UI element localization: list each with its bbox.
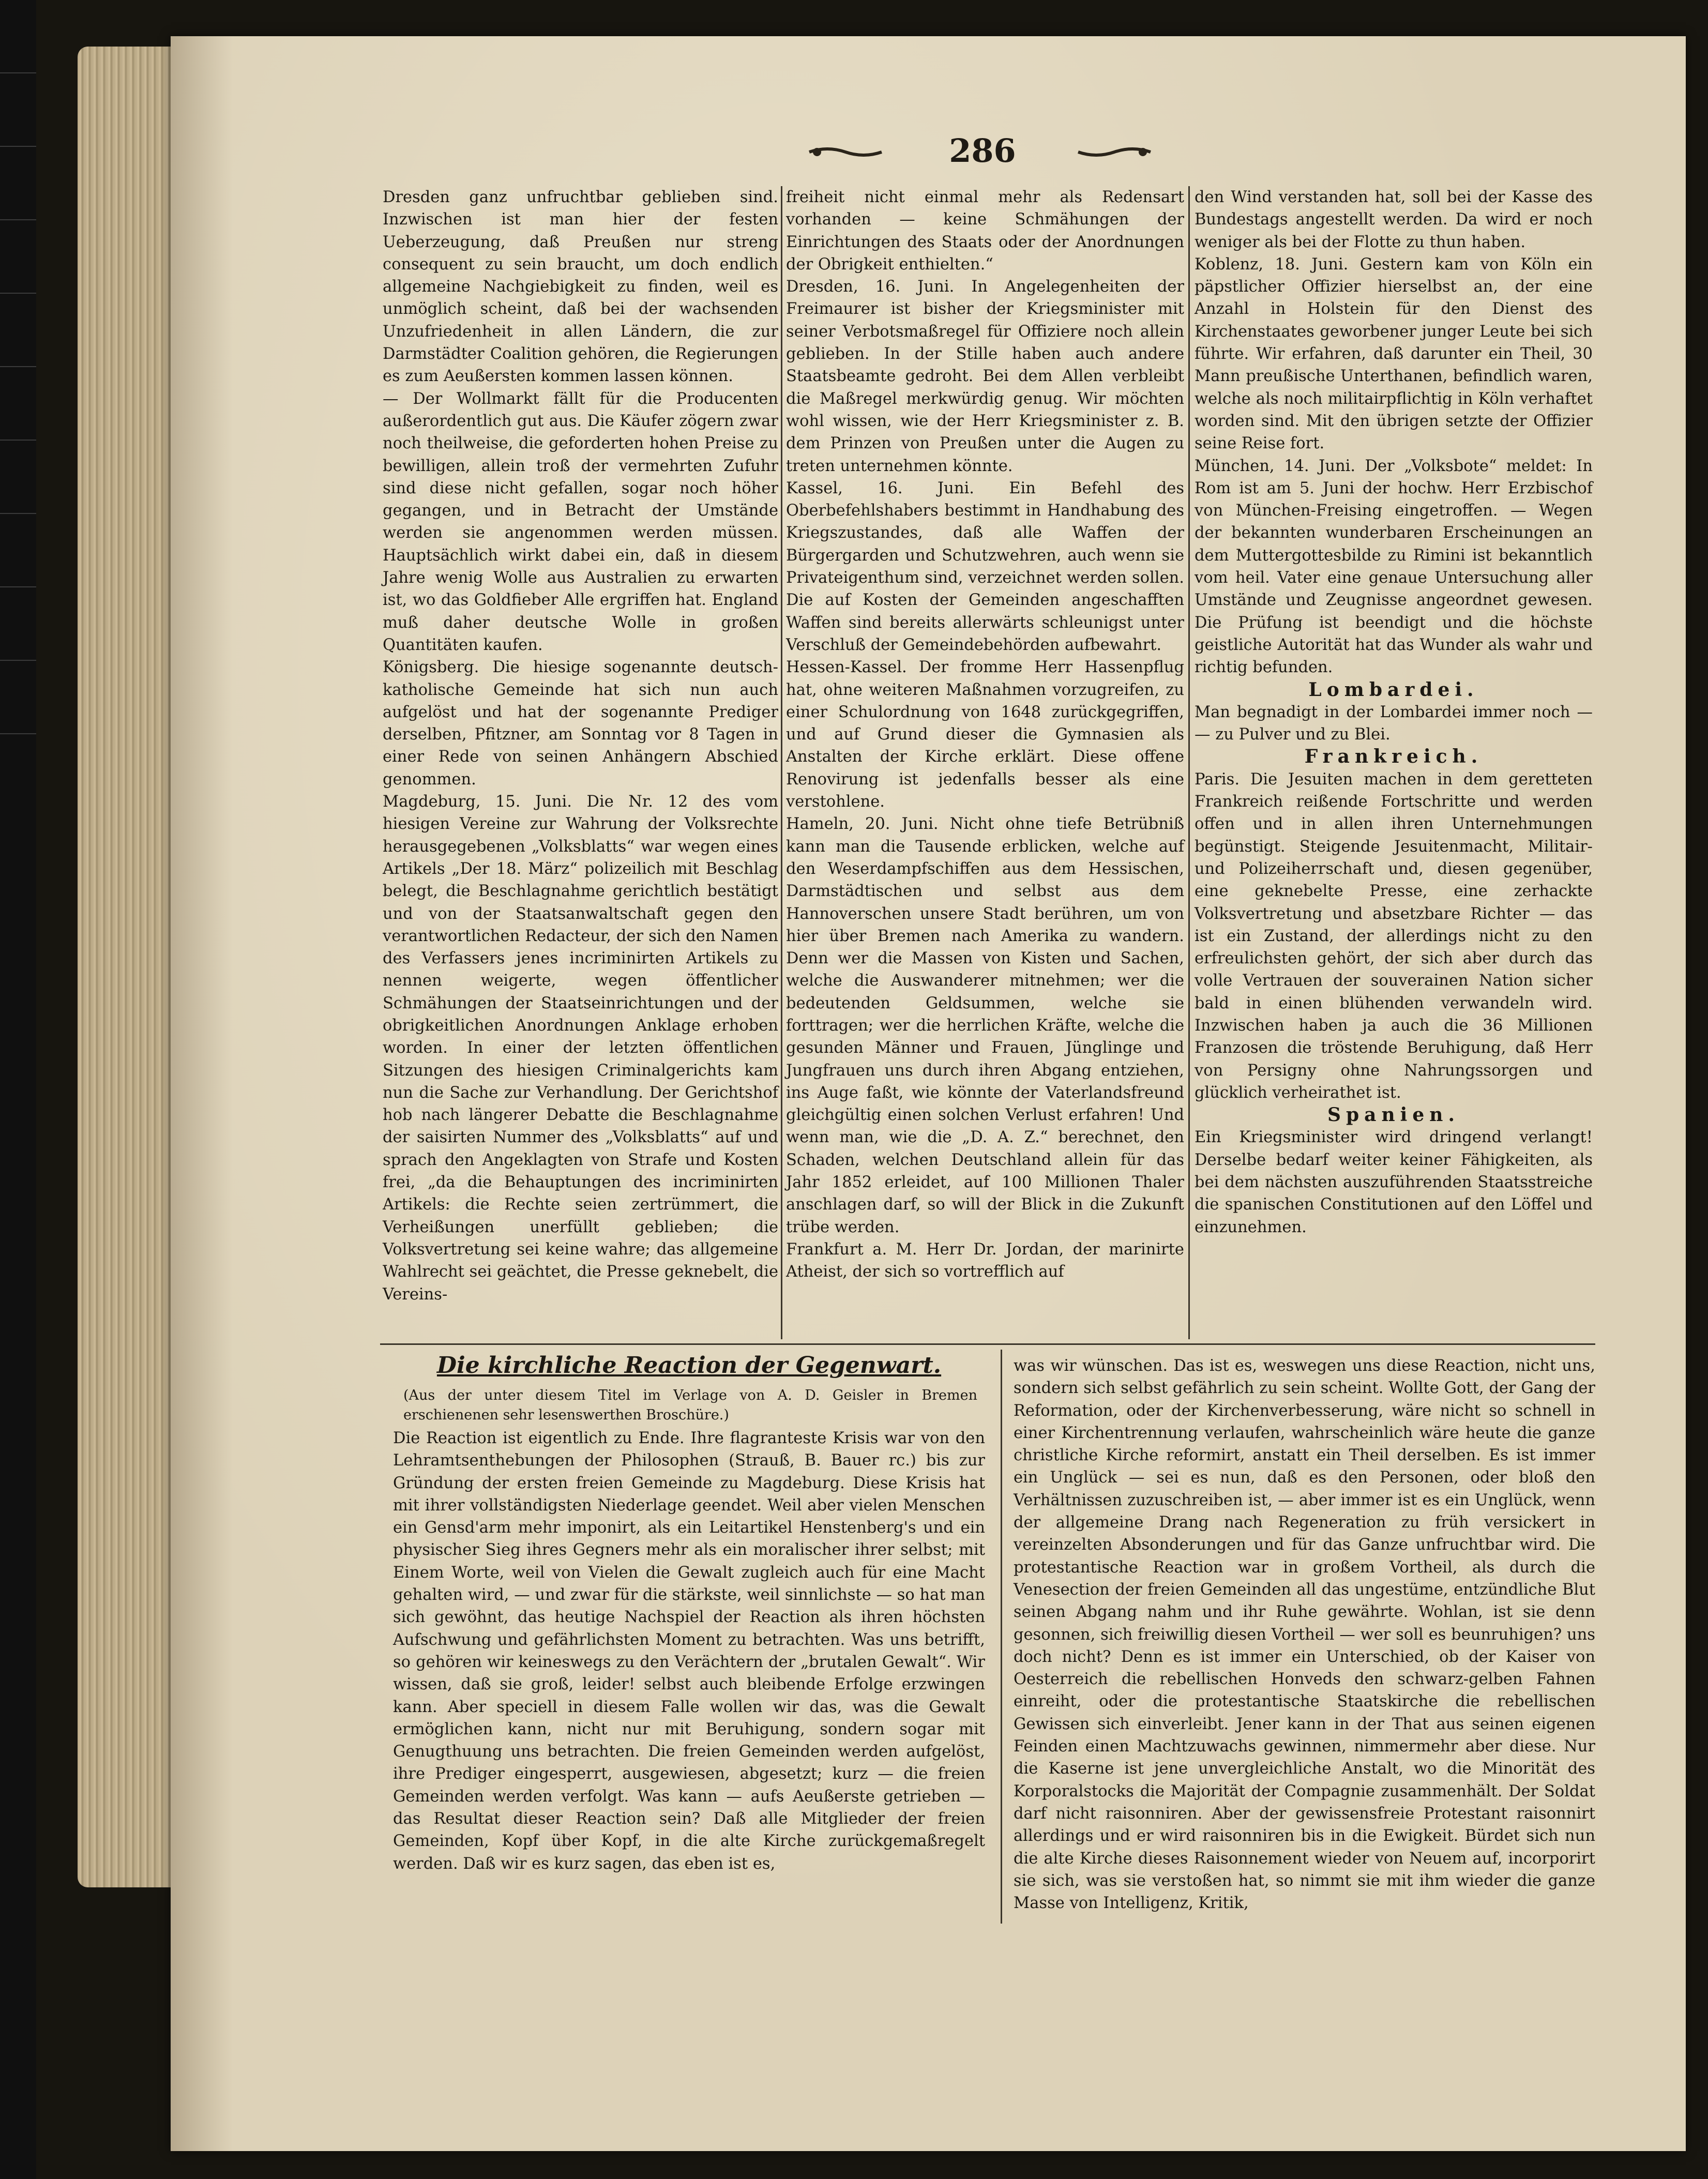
article-column-left	[393, 1427, 985, 1875]
paragraph: Koblenz, 18. Juni. Gestern kam von Köln ein päpstlicher Offizier hierselbst an, der eine Anzahl in Holstein für den Dienst des Kirchenstaates geworbener junger Leute bei sich führte. Wir erfahren, daß darunter ein Theil, 30 Mann preußische Unterthanen, befindlich waren, welche als noch militairpflichtig in Köln verhaftet worden sind. Mit den übrigen setzte der Offizier seine Reise fort.	[1195, 255, 1593, 453]
paragraph: Hameln, 20. Juni. Nicht ohne tiefe Betrübniß kann man die Tausende erblicken, welche auf den Weserdampfschiffen aus dem Hessischen, Darmstädtischen und selbst aus dem Hannoverschen unsere Stadt berühren, um von hier über Bremen nach Amerika zu wandern. Denn wer die Massen von Kisten und Sachen, welche die Auswanderer mitnehmen; wer die bedeutenden Geldsummen, welche sie forttragen; wer die herrlichen Kräfte, welche die gesunden Männer und Frauen, Jünglinge und Jungfrauen uns durch ihren Abgang entziehen, ins Auge faßt, wie könnte der Vaterlandsfreund gleichgültig einen solchen Verlust erfahren! Und wenn man, wie die „D. A. Z.“ berechnet, den Schaden, welchen Deutschland allein für das Jahr 1852 erleidet, auf 100 Millionen Thaler anschlagen darf, so will der Blick in die Zukunft trübe werden.	[786, 815, 1184, 1236]
section-rule	[380, 1343, 1595, 1345]
paragraph: Man begnadigt in der Lombardei immer noch — — zu Pulver und zu Blei.	[1195, 703, 1593, 744]
column-rule-1	[781, 186, 782, 1339]
article-title: Die kirchliche Reaction der Gegenwart.	[436, 1352, 942, 1379]
column-3	[1195, 186, 1593, 1238]
paragraph: Dresden, 16. Juni. In Angelegenheiten der Freimaurer ist bisher der Kriegsminister mit seiner Verbotsmaßregel für Offiziere noch allein geblieben. In der Stille haben auch andere Staatsbeamte gedroht. Bei dem Allen verbleibt die Maßregel merkwürdig genug. Wir möchten wohl wissen, wie der Herr Kriegsminister z. B. dem Prinzen von Preußen unter die Augen zu treten unternehmen könnte.	[786, 278, 1184, 475]
paragraph: Hessen-Kassel. Der fromme Herr Hassenpflug hat, ohne weiteren Maßnahmen vorzugreifen, zu einer Schulordnung von 1648 zurückgegriffen, und auf Grund dieser die Gymnasien als Anstalten der Kirche erklärt. Diese offene Renovirung ist jedenfalls besser als eine verstohlene.	[786, 658, 1184, 811]
color-calibration-strip	[0, 0, 36, 2179]
paragraph: Magdeburg, 15. Juni. Die Nr. 12 des vom hiesigen Vereine zur Wahrung der Volksrechte herausgegebenen „Volksblatts“ war wegen eines Artikels „Der 18. März“ polizeilich mit Beschlag belegt, die Beschlagnahme gerichtlich bestätigt und von der Staatsanwaltschaft gegen den verantwortlichen Redacteur, der sich den Namen des Verfassers jenes incriminirten Artikels zu nennen weigerte, wegen öffentlicher Schmähungen der Staatseinrichtungen und der obrigkeitlichen Anordnungen Anklage erhoben worden. In einer der letzten öffentlichen Sitzungen des hiesigen Criminalgerichts kam nun die Sache zur Verhandlung. Der Gerichtshof hob nach längerer Debatte die Beschlagnahme der saisirten Nummer des „Volksblatts“ auf und sprach den Angeklagten von Strafe und Kosten frei, „da die Behauptungen des incriminirten Artikels: die Rechte seien zertrümmert, die Verheißungen unerfüllt geblieben; die Volksvertretung sei keine wahre; das allgemeine Wahlrecht sei geächtet, die Presse geknebelt, die Vereins-	[383, 793, 778, 1304]
paragraph: — Der Wollmarkt fällt für die Producenten außerordentlich gut aus. Die Käufer zögern zwar noch theilweise, die geforderten hohen Preise zu bewilligen, allein troß der vermehrten Zufuhr sind diese nicht gefallen, sogar noch höher gegangen, und in Betracht der Umstände werden sie angenommen werden müssen. Hauptsächlich wirkt dabei ein, daß in diesem Jahre wenig Wolle aus Australien zu erwarten ist, wo das Goldfieber Alle ergriffen hat. England muß daher deutsche Wolle in großen Quantitäten kaufen.	[383, 389, 778, 654]
paragraph: Die Reaction ist eigentlich zu Ende. Ihre flagranteste Krisis war von den Lehramtsenthebungen der Philosophen (Strauß, B. Bauer rc.) bis zur Gründung der ersten freien Gemeinde zu Magdeburg. Diese Krisis hat mit ihrer vollständigsten Niederlage geendet. Weil aber vielen Menschen ein Gensd'arm mehr imponirt, als ein Leitartikel Henstenberg's und ein physischer Sieg ihres Gegners mehr als ein moralischer ihrer selbst; mit Einem Worte, weil von Vielen die Gewalt zugleich auch für eine Macht gehalten wird, — und zwar für die stärkste, weil sinnlichste — so hat man sich gewöhnt, das heutige Nachspiel der Reaction als ihren höchsten Aufschwung und gefährlichsten Moment zu betrachten. Was uns betrifft, so gehören wir keineswegs zu den Verächtern der „brutalen Gewalt“. Wir wissen, daß sie groß, leider! selbst auch bleibende Erfolge erzwingen kann. Aber speciell in diesem Falle wollen wir das, was die Gewalt ermöglichen kann, nicht nur mit Beruhigung, sondern sogar mit Genugthuung uns betrachten. Die freien Gemeinden werden aufgelöst, ihre Prediger eingesperrt, ausgewiesen, abgesetzt; kurz — die freien Gemeinden werden verfolgt. Was kann — aufs Aeußerste getrieben — das Resultat dieser Reaction sein? Daß alle Mitglieder der freien Gemeinden, Kopf über Kopf, in die alte Kirche zurückgemaßregelt werden. Daß wir es kurz sagen, das eben ist es,	[393, 1429, 985, 1873]
paragraph: Ein Kriegsminister wird dringend verlangt! Derselbe bedarf weiter keiner Fähigkeiten, als bei dem nächsten auszuführenden Staatsstreiche die spanischen Constitutionen auf den Löffel und einzunehmen.	[1195, 1128, 1593, 1236]
left-ornament	[807, 145, 884, 159]
column-2	[786, 186, 1184, 1283]
paragraph: Königsberg. Die hiesige sogenannte deutsch-katholische Gemeinde hat sich nun auch aufgelöst und hat der sogenannte Prediger derselben, Pfitzner, am Sonntag vor 8 Tagen in einer Rede von seinen Anhängern Abschied genommen.	[383, 658, 778, 789]
column-1	[383, 186, 778, 1306]
paragraph: den Wind verstanden hat, soll bei der Kasse des Bundestags angestellt werden. Da wird er noch weniger als bei der Flotte zu thun haben.	[1195, 188, 1593, 251]
section-heading-spanien: Spanien.	[1327, 1104, 1460, 1126]
paragraph: Dresden ganz unfruchtbar geblieben sind. Inzwischen ist man hier der festen Ueberzeugung, daß Preußen nur streng consequent zu sein braucht, um doch endlich allgemeine Nachgiebigkeit zu finden, weil es unmöglich scheint, daß bei der wachsenden Unzufriedenheit in allen Ländern, die zur Darmstädter Coalition gehören, die Regierungen es zum Aeußersten kommen lassen können.	[383, 188, 778, 386]
paragraph: freiheit nicht einmal mehr als Redensart vorhanden — keine Schmähungen der Einrichtungen des Staats oder der Anordnungen der Obrigkeit enthielten.“	[786, 188, 1184, 274]
paragraph: was wir wünschen. Das ist es, weswegen uns diese Reaction, nicht uns, sondern sich selbst gefährlich zu sein scheint. Wollte Gott, der Gang der Reformation, oder der Kirchenverbesserung, wäre nicht so schnell in einer Kirchentrennung verlaufen, wahrscheinlich wäre heute die ganze christliche Kirche reformirt, anstatt ein Theil derselben. Es ist immer ein Unglück — sei es nun, daß es den Personen, oder bloß den Verhältnissen zuzuschreiben ist, — aber immer ist es ein Unglück, wenn der allgemeine Drang nach Regeneration zu früh versickert in vereinzelten Absonderungen und für das Ganze unfruchtbar wird. Die protestantische Reaction war in großem Vortheil, als durch die Venesection der freien Gemeinden all das ungestüme, entzündliche Blut seinen Abgang nahm und ihr Ruhe gewährte. Wohlan, ist sie denn gesonnen, sich freiwillig diesen Vortheil — wer soll es beunruhigen? uns doch nicht? Denn es ist immer ein Unterschied, ob der Kaiser von Oesterreich die rebellischen Honveds den schwarz-gelben Fahnen einreiht, oder die protestantische Staatskirche die rebellischen Gewissen sich einverleibt. Jener kann in der That aus seinen eigenen Feinden einen Machtzuwachs gewinnen, nimmermehr aber diese. Nur die Kaserne ist jene unvergleichliche Anstalt, wo die Minorität des Korporalstocks die Majorität der Compagnie zusammenhält. Der Soldat darf nicht raisonniren. Aber der gewissensfreie Protestant raisonnirt allerdings und er wird raisonniren bis in die Ewigkeit. Bürdet sich nun die alte Kirche dieses Raisonnement wieder von Neuem auf, incorporirt sie sich, was sie verstoßen hat, so nimmt sie mit ihm wieder die ganze Masse von Intelligenz, Kritik,	[1014, 1357, 1595, 1913]
paragraph: Frankfurt a. M. Herr Dr. Jordan, der marinirte Atheist, der sich so vortrefflich auf	[786, 1240, 1184, 1281]
section-heading-frankreich: Frankreich.	[1304, 746, 1483, 768]
right-ornament	[1076, 145, 1153, 159]
article-column-rule	[1001, 1350, 1002, 1924]
page-number: 286	[949, 132, 1016, 170]
paragraph: Kassel, 16. Juni. Ein Befehl des Oberbefehlshabers bestimmt in Handhabung des Kriegszustandes, daß alle Waffen der Bürgergarden und Schutzwehren, auch wenn sie Privateigenthum sind, verzeichnet werden sollen. Die auf Kosten der Gemeinden angeschafften Waffen sind bereits allerwärts schleunigst unter Verschluß der Gemeindebehörden aufbewahrt.	[786, 479, 1184, 654]
article-column-right	[1014, 1355, 1595, 1914]
section-heading-lombardei: Lombardei.	[1308, 678, 1479, 701]
paragraph: München, 14. Juni. Der „Volksbote“ meldet: In Rom ist am 5. Juni der hochw. Herr Erzbischof von München-Freising eingetroffen. — Wegen der bekannten wunderbaren Erscheinungen an dem Muttergottesbilde zu Rimini ist bekanntlich vom heil. Vater eine genaue Untersuchung aller Umstände und Zeugnisse angeordnet gewesen. Die Prüfung ist beendigt und die höchste geistliche Autorität hat das Wunder als wahr und richtig befunden.	[1195, 457, 1593, 677]
column-rule-2	[1188, 186, 1190, 1339]
paragraph: Paris. Die Jesuiten machen in dem geretteten Frankreich reißende Fortschritte und werden offen und in allen ihren Unternehmungen begünstigt. Steigende Jesuitenmacht, Militair- und Polizeiherrschaft und, diesen gegenüber, eine geknebelte Presse, eine zerhackte Volksvertretung und absetzbare Richter — das ist ein Zustand, der allerdings nicht zu den erfreulichsten gehört, der sich aber durch das volle Vertrauen der souverainen Nation sicher bald in einen blühenden verwandeln wird. Inzwischen haben ja auch die 36 Millionen Franzosen die tröstende Beruhigung, daß Herr von Persigny ohne Nahrungssorgen und glücklich verheirathet ist.	[1195, 770, 1593, 1102]
article-subtitle: (Aus der unter diesem Titel im Verlage von A. D. Geisler in Bremen erschienenen sehr lesenswerthen Broschüre.)	[403, 1387, 977, 1423]
